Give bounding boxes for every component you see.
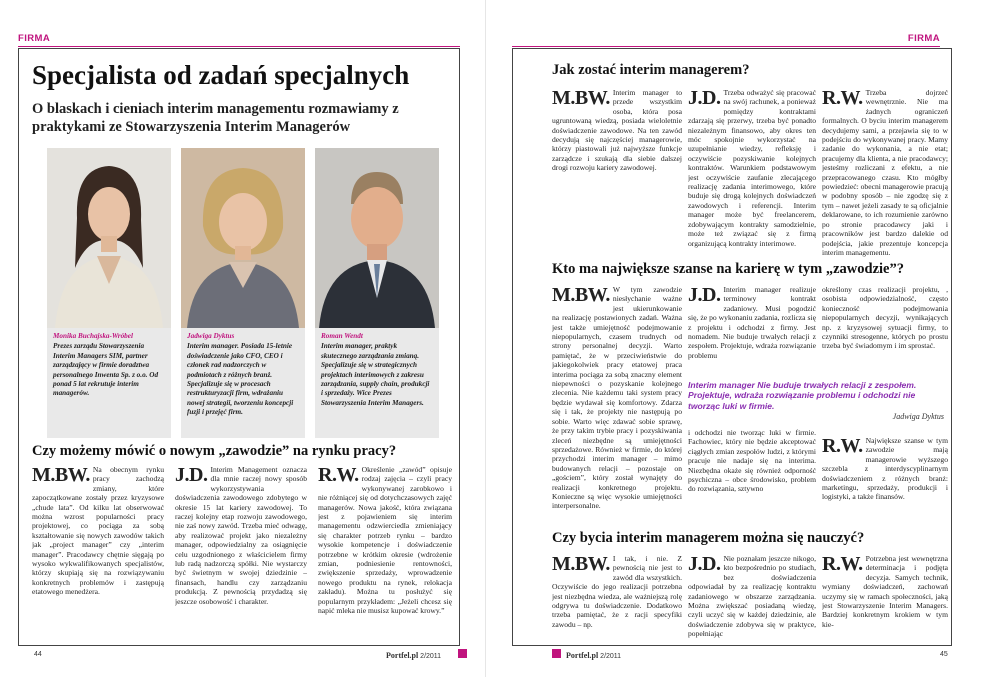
- answer-text: i odchodzi nie tworząc luki w firmie. Fachowiec, który nie będzie akceptować ciągłych zmian zespołów ludzi, z którymi pracuje nie nadaje się na interima. Niezbędna okaże się również odporność psychiczna – obce środowisko, problem do rozwiązania, sztywno: [688, 428, 816, 494]
- answer-text: określony czas realizacji projektu, , osobista odpowiedzialność, często konieczność podejmowania niepopularnych decyzji, wynikających np. z kryzysowej sytuacji firmy, to czynniki stresogenne, których po prostu trzeba być świadomym i im sprostać.: [822, 285, 948, 351]
- question-heading: Kto ma największe szanse na karierę w tym „zawodzie”?: [552, 261, 904, 277]
- footer-marker: [552, 649, 561, 658]
- answer-text: Na obecnym rynku pracy zachodzą zmiany, które zapoczątkowane zostały przez kryzysowe „chude lata”. Od kilku lat obserwować można wzrost popularności pracy projektowej, co pociąga za sobą kształtowanie się nowych zawodów takich jak „project manager” czy „interim manager”. Pracodawcy chętnie sięgają po wysoko wykwalifikowanych specjalistów, którzy skupiają się na rozwiązywaniu konkretnych problemów i zastępują etatowego menedżera.: [32, 465, 164, 597]
- brand-name: Portfel.pl: [386, 651, 419, 660]
- article-subtitle: O blaskach i cieniach interim managementu rozmawiamy z praktykami ze Stowarzyszenia Interim Managerów: [32, 101, 399, 135]
- answer-column: [552, 285, 682, 523]
- answer-text: Potrzebna jest wewnętrzna determinacja i podjęta decyzja. Samych technik, wymiany doświadczeń, zachowań uczymy się w ramach społeczności, jaką jest Stowarzyszenie Interim Managers. Bardziej konkretnym krokiem w tym kie-: [822, 554, 948, 629]
- speaker-initials: M.BW.: [552, 88, 610, 109]
- issue-number: 2/2011: [420, 653, 442, 660]
- answer-column: [32, 465, 164, 635]
- left-page: [0, 0, 486, 677]
- answer-text: Nie poznałam jeszcze nikogo, kto bezpośrednio po studiach, bez doświadczenia odpowiadał by za realizację kontraktu zadaniowego w obszarze zarządzania. Można zwiększać posiadaną wiedzę, czyli uczyć się w każdej dziedzinie, ale doświadczenie zdobywa się w praktyce, popełniając: [688, 554, 816, 639]
- answer-text: Interim Management oznacza dla mnie raczej nowy sposób wykorzystywania doświadczenia zawodowego zdobytego w okresie 15 lat kariery zawodowej. To raczej kolejny etap rozwoju zawodowego, nie zaś nowy zawód. Trzeba mieć odwagę, aby realizować projekt jako niezależny manager, odpowiedzialny za osiągnięcie celu uzgodnionego z właścicielem firmy lub radą nadzorczą spółki. Nie wystarczy być świetnym w swojej dziedzinie – finansach, handlu czy zarządzaniu produkcją. Z pewnością przydadzą się jeszcze osobowość i charakter.: [175, 465, 307, 606]
- right-page: [500, 0, 992, 677]
- person-bio: Interim manager, praktyk skutecznego zarządzania zmianą. Specjalizuje się w strategicznych projektach interimowych z zakresu zarządzania, supply chain, produkcji i sprzedaży. Wice Prezes Stowarzyszenia Interim Managers.: [321, 342, 430, 407]
- answer-text: Interim manager realizuje terminowy kontrakt zadaniowy. Musi pogodzić się, że po wykonaniu zadania, rozlicza się z projektu i odchodzi z firmy. Jest nomadem. Nie buduje trwałych relacji z zespołem. Projektuje, wdraża rozwiązanie problemu: [688, 285, 816, 360]
- person-bio: Interim manager. Posiada 15-letnie doświadczenie jako CFO, CEO i członek rad nadzorczych w podmiotach z różnych branż. Specjalizuje się w procesach restrukturyzacji firm, wdrażaniu nowej strategii, tworzeniu koncepcji fuzji i przejęć firm.: [187, 342, 294, 417]
- speaker-initials: J.D.: [688, 285, 721, 306]
- answer-text: Trzeba odważyć się pracować na swój rachunek, a ponieważ pomiędzy kontraktami zdarzają się przerwy, trzeba być ponadto niezależnym finansowo, aby okres ten móc spokojnie wykorzystać na uzupełnianie wiedzy, refleksję i oczywiście pozyskiwanie kolejnych kontraktów. Warunkiem podstawowym jest oczywiście zaufanie zlecającego realizację zadania interimowego, które buduje się drogą kolejnych doświadczeń zawodowych i referencji. Interim manager może być freelancerem, zdobywającym kontrakty samodzielnie, może też związać się z firmą organizującą kontrakty interimowe.: [688, 88, 816, 248]
- speaker-initials: J.D.: [688, 554, 721, 575]
- section-tag: FIRMA: [18, 33, 51, 44]
- person-name: Roman Wendt: [321, 332, 363, 340]
- question-heading: Czy bycia interim managerem można się nauczyć?: [552, 530, 865, 546]
- footer-brand: [566, 651, 621, 660]
- answer-column: [175, 465, 307, 635]
- portrait-photo-2: [181, 148, 305, 328]
- question-heading: Jak zostać interim managerem?: [552, 62, 750, 78]
- caption-person-1: [47, 328, 171, 438]
- speaker-initials: R.W.: [822, 436, 863, 457]
- person-name: Jadwiga Dyktus: [187, 332, 235, 340]
- answer-column: [822, 285, 948, 365]
- answer-column: [822, 436, 948, 523]
- question-heading: Czy możemy mówić o nowym „zawodzie” na rynku pracy?: [32, 443, 397, 459]
- answer-column: [552, 554, 682, 640]
- speaker-initials: R.W.: [318, 465, 359, 486]
- answer-text: I tak, i nie. Z pewnością nie jest to zawód dla wszystkich. Oczywiście do jego realizacji potrzebna jest niezbędna wiedza, ale ważniejszą rolę odgrywa tu doświadczenie. Dodatkowo trzeba pamiętać, że z racji specyfiki zawodu – np.: [552, 554, 682, 629]
- answer-text: W tym zawodzie niesłychanie ważne jest ukierunkowanie na realizację postawionych zadań. Ważna jest także umiejętność podejmowanie niepopularnych, czasem trudnych od strony personalnej decyzji. Warto pamiętać, że w przeciwieństwie do jakiegokolwiek pracy etatowej praca interima pociąga za sobą znaczny element niepewności o pozyskanie kolejnego zlecenia. Nie każdemu taki system pracy będzie wydawał się komfortowy. Zdarza się i tak, że projekty nie następują po sobie. Warto więc zdawać sobie sprawę, że przy takim trybie pracy i pozyskiwania zleceń niezbędne są umiejętności sprzedażowe. Również w firmie, do której przychodzi interim manager – mimo budowanych relacji – pozostaje on „gościem”, który został wynajęty do realizacji konkretnego projektu. Konieczne są więc wysokie umiejętności interpersonalne.: [552, 285, 682, 511]
- answer-column: [688, 428, 816, 523]
- speaker-initials: J.D.: [175, 465, 208, 486]
- speaker-initials: R.W.: [822, 88, 863, 109]
- person-name: Monika Buchajska-Wróbel: [53, 332, 133, 340]
- caption-person-2: [181, 328, 305, 438]
- pull-quote-author: Jadwiga Dyktus: [892, 412, 944, 421]
- speaker-initials: M.BW.: [32, 465, 90, 486]
- section-rule: [18, 46, 460, 47]
- section-tag: FIRMA: [907, 33, 940, 44]
- answer-text: Trzeba dojrzeć wewnętrznie. Nie ma żadnych ograniczeń formalnych. O byciu interim managerem decydujemy sami, a przejawia się to w podejściu do wykonywanej pracy. Mamy zadanie do wykonania, a nie etat; pracujemy dla klienta, a nie pracodawcy; jesteśmy rozliczani z efektu, a nie przepracowanego czasu. Kto mógłby powiedzieć: obecni managerowie pracują w podobny sposób – nie zgodzę się z tym – nawet jeżeli zasady te są oficjalnie deklarowane, to ich rozumienie zarówno po stronie pracodawcy jaki i pracowników jest bardzo dalekie od podejścia, jakie prezentuje koncepcja interim managementu.: [822, 88, 948, 257]
- article-title: Specjalista od zadań specjalnych: [32, 60, 410, 90]
- answer-text: Określenie „zawód” opisuje rodzaj zajęcia – czyli pracy wykonywanej zarobkowo i nie różniącej się od dotychczasowych zajęć managerów. Nowa jakość, która związana jest z pojawieniem się interim managementu odzwierciedla zmieniający się charakter potrzeb rynku – bardzo wysokie kompetencje i doświadczenie potrzebne w krótkim okresie (wdrożenie zmian, podniesienie rentowności, zwiększenie sprzedaży, wprowadzenie nowego produktu na rynek, relokacja zakładu). Można tu posłużyć się popularnym przykładem: „Jeżeli chcesz się napić mleka nie musisz kupować krowy.”: [318, 465, 452, 616]
- footer-brand: [386, 651, 441, 660]
- answer-column: [318, 465, 452, 635]
- portrait-photo-1: [47, 148, 171, 328]
- pull-quote: Interim manager Nie buduje trwałych relacji z zespołem. Projektuje, wdraża rozwiązanie problemu i odchodzi nie tworząc luki w firmie.: [688, 380, 917, 411]
- answer-column: [688, 285, 816, 365]
- answer-text: Interim manager to przede wszystkim osoba, która posa ugruntowaną wiedzą, posiada wieloletnie doświadczenie zawodowe. Na ten zawód decydują się najczęściej managerowie, którzy piastowali już najwyższe funkcje zarządcze i szukają dla siebie dalszej drogi rozwoju kariery zawodowej.: [552, 88, 682, 173]
- page-number: 45: [940, 651, 948, 658]
- answer-column: [688, 554, 816, 640]
- speaker-initials: M.BW.: [552, 554, 610, 575]
- answer-column: [552, 88, 682, 278]
- answer-text: Największe szanse w tym zawodzie mają managerowie wyższego szczebla z interdyscyplinarnym doświadczeniem z różnych branż: marketingu, sprzedaży, produkcji i logistyki, a także finansów.: [822, 436, 948, 502]
- page-number: 44: [34, 651, 42, 658]
- caption-person-3: [315, 328, 439, 438]
- answer-column: [688, 88, 816, 278]
- answer-column: [822, 88, 948, 278]
- answer-column: [822, 554, 948, 640]
- speaker-initials: R.W.: [822, 554, 863, 575]
- issue-number: 2/2011: [600, 653, 622, 660]
- person-bio: Prezes zarządu Stowarzyszenia Interim Managers SIM, partner zarządzający w firmie doradztwa personalnego Inwenta Sp. z o.o. Od ponad 5 lat rekrutuje interim managerów.: [53, 342, 159, 398]
- section-rule: [512, 46, 940, 47]
- footer-marker: [458, 649, 467, 658]
- speaker-initials: M.BW.: [552, 285, 610, 306]
- speaker-initials: J.D.: [688, 88, 721, 109]
- brand-name: Portfel.pl: [566, 651, 599, 660]
- portrait-photo-3: [315, 148, 439, 328]
